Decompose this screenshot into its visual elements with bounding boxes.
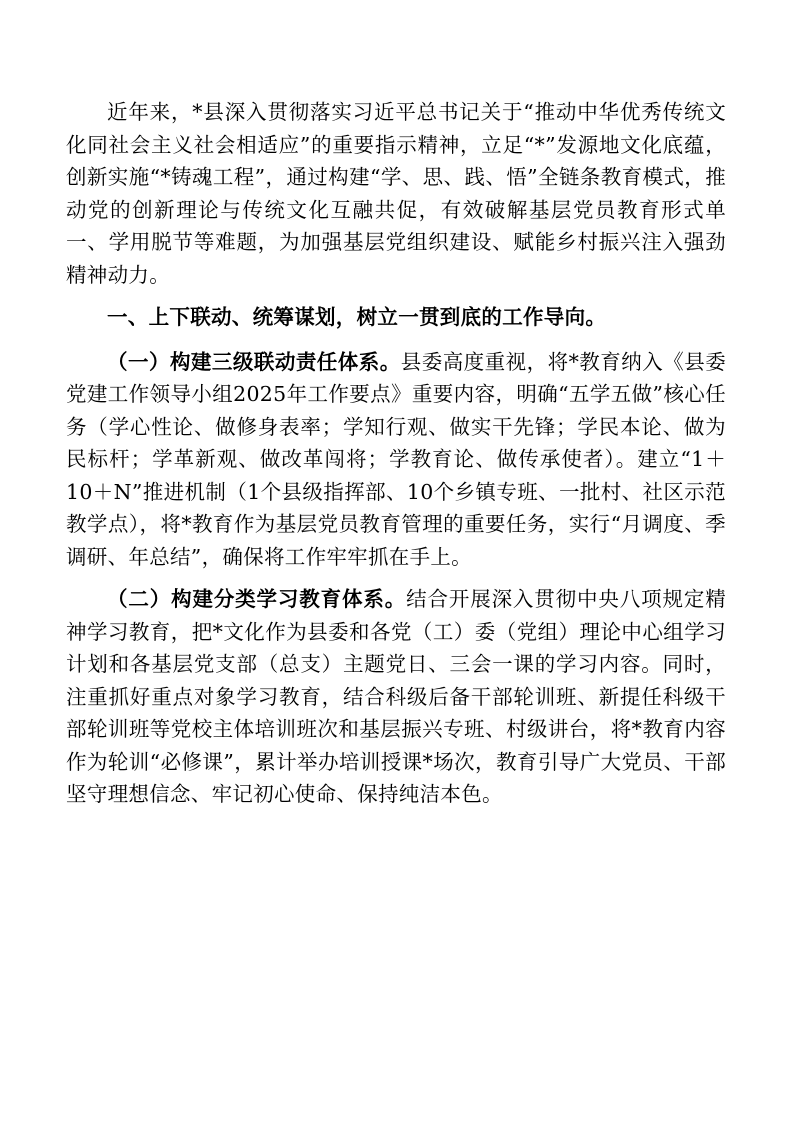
subsection-body-2: 结合开展深入贯彻中央八项规定精神学习教育，把*文化作为县委和各党（工）委（党组）理论中心组学习计划和各基层党支部（总支）主题党日、三会一课的学习内容。同时，注重抓好重点对象学习教育，结合科级后备干部轮训班、新提任科级干部轮训班等党校主体培训班次和基层振兴专班、村级讲台，将*教育内容作为轮训“必修课”，累计举办培训授课*场次，教育引导广大党员、干部坚守理想信念、牢记初心使命、保持纯洁本色。	[66, 587, 727, 806]
subsection-body-1: 县委高度重视，将*教育纳入《县委党建工作领导小组2025年工作要点》重要内容，明确“五学五做”核心任务（学心性论、做修身表率；学知行观、做实干先锋；学民本论、做为民标杆；学革新观、做改革闯将；学教育论、做传承使者）。建立“1＋10＋N”推进机制（1个县级指挥部、10个乡镇专班、一批村、社区示范教学点），将*教育作为基层党员教育管理的重要任务，实行“月调度、季调研、年总结”，确保将工作牢牢抓在手上。	[66, 349, 726, 569]
intro-paragraph: 近年来，*县深入贯彻落实习近平总书记关于“推动中华优秀传统文化同社会主义社会相适应”的重要指示精神，立足“*”发源地文化底蕴， 创新实施“*铸魂工程”，通过构建“学、思、践、悟”全链条教育模式，推动党的创新理论与传统文化互融共促，有效破解基层党员教育形式单一、学用脱节等难题，为加强基层党组织建设、赋能乡村振兴注入强劲精神动力。	[66, 100, 726, 287]
subsection-paragraph-2	[66, 583, 726, 811]
subsection-heading-2: （二）构建分类学习教育体系。	[107, 587, 407, 611]
subsection-heading-1: （一）构建三级联动责任体系。	[107, 349, 401, 374]
subsection-paragraph-1	[66, 346, 726, 574]
document-page	[66, 96, 726, 811]
section-heading-1: 一、上下联动、统筹谋划，树立一贯到底的工作导向。	[107, 305, 607, 329]
